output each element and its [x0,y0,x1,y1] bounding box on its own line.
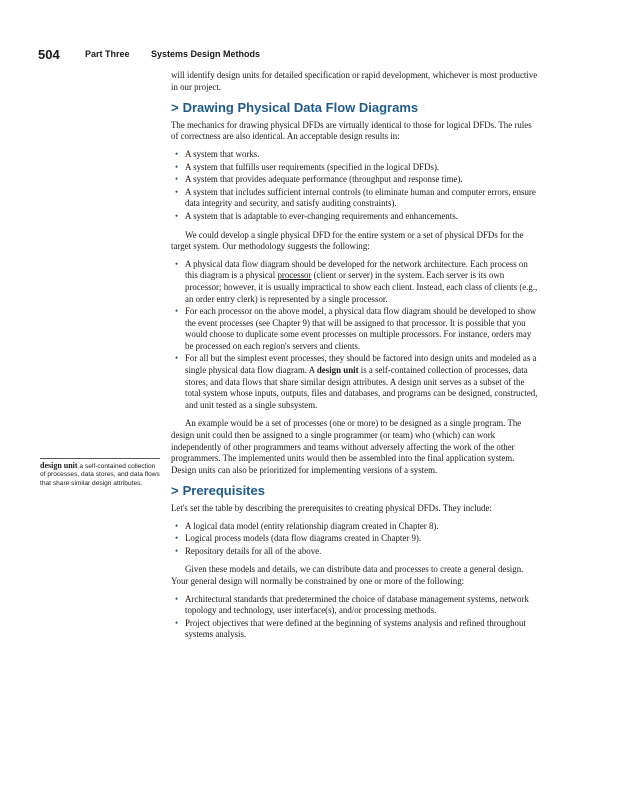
list-item [171,306,540,352]
list-item [171,353,540,411]
page-number: 504 [38,47,60,62]
paragraph: Let's set the table by describing the prerequisites to creating physical DFDs. They include: [171,503,492,513]
list-item [171,594,540,617]
heading-arrow-icon: > [171,100,179,116]
margin-definition [40,458,160,488]
section-heading-text: Prerequisites [182,483,265,499]
key-term: design unit [316,365,359,376]
bullet-icon: • [175,545,179,556]
list-item [171,149,540,161]
bullet-icon: • [175,533,179,544]
list-item [171,521,540,533]
list-item-text: A system that fulfills user requirements (specified in the logical DFDs). [185,161,440,172]
section-heading-text: Drawing Physical Data Flow Diagrams [182,100,419,116]
list-item-text: Project objectives that were defined at the beginning of systems analysis and refined throughout systems analysis. [185,617,526,640]
list-item [171,162,540,174]
section-heading-prerequisites [171,485,540,497]
list-item-text: (client or server) in the system. Each server is its own processor; however, it is usually impractical to show each client. Instead, each class of clients (e.g., an order entry clerk) is represented by a single processor. [185,270,538,304]
list-item [171,187,540,210]
heading-arrow-icon: > [171,483,179,499]
margin-term-definition: a self-contained collection of processes, data stores, and data flows that share similar design attributes. [40,463,160,487]
part-label: Part Three [85,49,130,59]
paragraph: An example would be a set of processes (one or more) to be designed as a single program. The design unit could then be assigned to a single programmer (or team) who (which) can work independently of other programmers and teams without adversely affecting the work of the other programmers. The implemented units would then be assembled into the final application system. Design units can also be prioritized for implementing versions of a system. [171,418,522,475]
list-item-text: Architectural standards that predetermined the choice of database management systems, network topology and technology, user interface(s), and/or processing methods. [185,593,529,616]
bullet-icon: • [175,617,179,628]
bullet-icon: • [175,593,179,604]
bullet-list [171,521,540,558]
list-item-text: A logical data model (entity relationship diagram created in Chapter 8). [185,520,439,531]
margin-term: design unit [40,461,78,470]
list-item-text: A system that includes sufficient internal controls (to eliminate human and computer errors, ensure data integrity and security, and satisfy auditing constraints). [185,186,536,209]
underlined-term: processor [277,270,312,281]
bullet-icon: • [175,186,179,197]
list-item-text: Logical process models (data flow diagrams created in Chapter 9). [185,533,422,544]
bullet-list [171,149,540,223]
running-header [38,46,261,64]
list-item [171,174,540,186]
list-item-text: A physical data flow diagram should be developed for the network architecture. Each process on this diagram is a physical [185,258,528,281]
bullet-icon: • [175,174,179,185]
list-item-text: A system that works. [185,148,260,159]
bullet-icon: • [175,210,179,221]
bullet-icon: • [175,161,179,172]
bullet-icon: • [175,258,179,269]
intro-paragraph: will identify design units for detailed specification or rapid development, whichever is most productive in our project. [171,70,538,92]
list-item-text: A system that is adaptable to ever-changing requirements and enhancements. [185,210,458,221]
bullet-list [171,259,540,412]
list-item-text: Repository details for all of the above. [185,545,322,556]
section-heading-drawing [171,102,540,114]
bullet-icon: • [175,148,179,159]
list-item [171,211,540,223]
bullet-icon: • [175,353,179,364]
chapter-label: Systems Design Methods [151,49,261,59]
list-item-text: is a self-contained collection of processes, data stores, and data flows that share similar design attributes. A design unit serves as a subset of the total system whose inputs, outputs, files and databases, and programs can be designed, constructed, and unit tested as a single subsystem. [185,365,538,410]
bullet-icon: • [175,306,179,317]
main-column [171,70,540,648]
bullet-list [171,594,540,641]
list-item-text: For all but the simplest event processes, they should be factored into design units and modeled as a single physical data flow diagram. A [185,353,537,376]
list-item [171,546,540,558]
paragraph: We could develop a single physical DFD for the entire system or a set of physical DFDs for the target system. Our methodology suggests the following: [171,229,524,252]
list-item [171,259,540,305]
list-item [171,533,540,545]
paragraph: The mechanics for drawing physical DFDs are virtually identical to those for logical DFDs. The rules of correctness are also identical. An acceptable design results in: [171,119,532,142]
list-item-text: A system that provides adequate performance (throughput and response time). [185,174,463,185]
list-item [171,618,540,641]
paragraph: Given these models and details, we can distribute data and processes to create a general design. Your general design will normally be constrained by one or more of the following: [171,564,524,586]
list-item-text: For each processor on the above model, a physical data flow diagram should be developed to show the event processes (see Chapter 9) that will be assigned to that processor. It is possible that you would choose to duplicate some event processes on multiple processors. For instance, orders may be processed on each region's servers and clients. [185,306,537,351]
bullet-icon: • [175,520,179,531]
